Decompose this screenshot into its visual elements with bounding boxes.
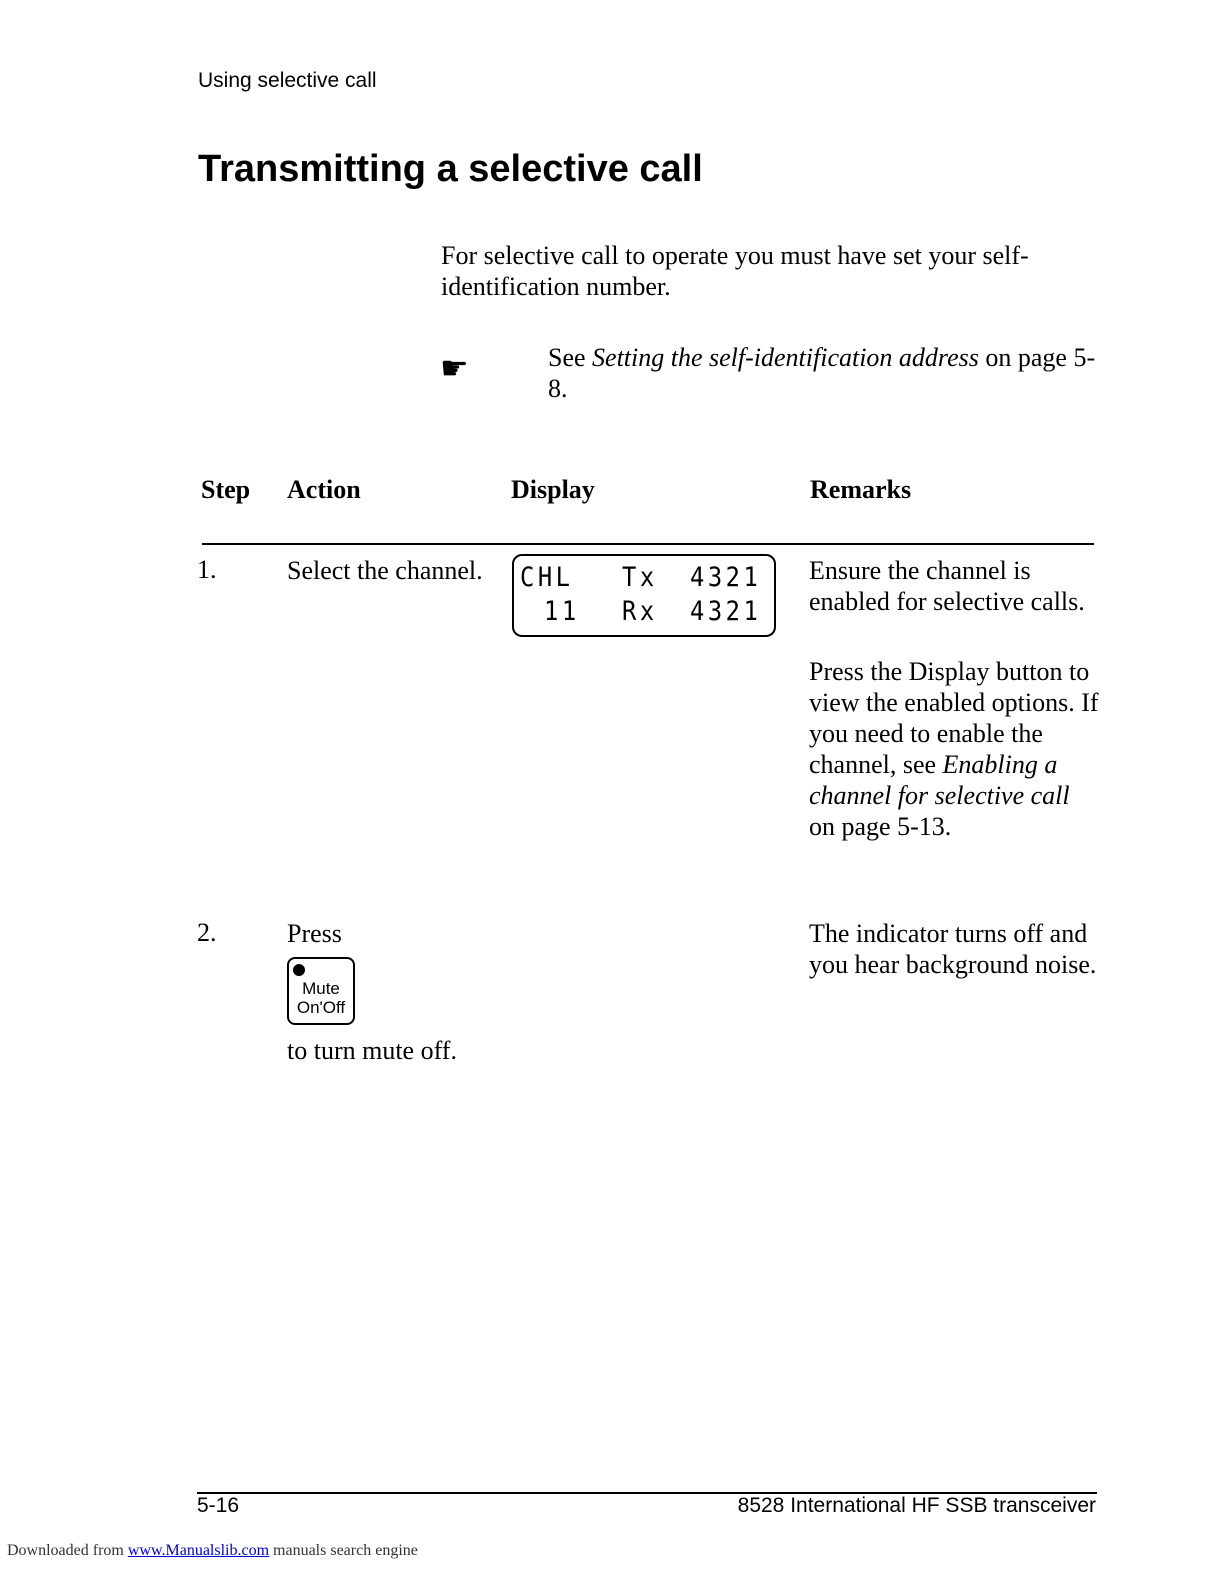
footer-doc-title: 8528 International HF SSB transceiver bbox=[737, 1494, 1096, 1517]
download-prefix: Downloaded from bbox=[7, 1542, 128, 1559]
lcd-line2-mid: Rx bbox=[622, 596, 658, 627]
key-label-line1: Mute bbox=[302, 979, 340, 998]
step-number: 1. bbox=[197, 555, 217, 584]
intro-paragraph: For selective call to operate you must have set your self-identification number. bbox=[441, 241, 1029, 301]
column-header-display: Display bbox=[511, 475, 595, 504]
pointing-hand-icon: ☛ bbox=[440, 350, 469, 386]
step-remark: Ensure the channel is enabled for selective calls. bbox=[809, 556, 1085, 616]
running-header: Using selective call bbox=[198, 69, 377, 92]
table-header-rule bbox=[202, 543, 1094, 545]
key-label-line2: On'Off bbox=[296, 998, 346, 1017]
reference-suffix: on page 5-8. bbox=[548, 343, 1096, 403]
lcd-display bbox=[512, 554, 776, 637]
indicator-dot-icon bbox=[293, 964, 305, 976]
page-number: 5-16 bbox=[197, 1494, 240, 1517]
step-action: Select the channel. bbox=[287, 556, 483, 585]
step-remark-detail bbox=[809, 656, 1099, 842]
cross-reference bbox=[548, 342, 1108, 404]
lcd-line1-right: 4321 bbox=[690, 562, 762, 593]
remark-text: Press the Display button to view the enabled options. If you need to enable the channel, see bbox=[809, 657, 1099, 779]
lcd-line1-left: CHL bbox=[520, 562, 574, 593]
download-suffix: manuals search engine bbox=[269, 1542, 418, 1559]
mute-on-off-key bbox=[287, 957, 355, 1025]
step-remark: The indicator turns off and you hear background noise. bbox=[809, 919, 1097, 979]
lcd-line2-left: 11 bbox=[544, 596, 580, 627]
remark-reference-link[interactable]: Enabling a channel for selective call bbox=[809, 750, 1070, 810]
reference-link[interactable]: Setting the self-identification address bbox=[592, 343, 979, 372]
reference-prefix: See bbox=[548, 343, 593, 372]
download-notice bbox=[7, 1542, 418, 1560]
remark-text-end: on page 5-13. bbox=[809, 812, 952, 841]
column-header-action: Action bbox=[287, 475, 361, 504]
step-number: 2. bbox=[197, 918, 217, 947]
lcd-line2-right: 4321 bbox=[690, 596, 762, 627]
lcd-line1-mid: Tx bbox=[622, 562, 658, 593]
page-title: Transmitting a selective call bbox=[198, 148, 703, 190]
manualslib-link[interactable]: www.Manualslib.com bbox=[127, 1542, 270, 1559]
step-action-continued: to turn mute off. bbox=[287, 1036, 457, 1065]
column-header-step: Step bbox=[201, 475, 251, 504]
column-header-remarks: Remarks bbox=[810, 475, 912, 504]
step-action: Press bbox=[287, 919, 342, 948]
